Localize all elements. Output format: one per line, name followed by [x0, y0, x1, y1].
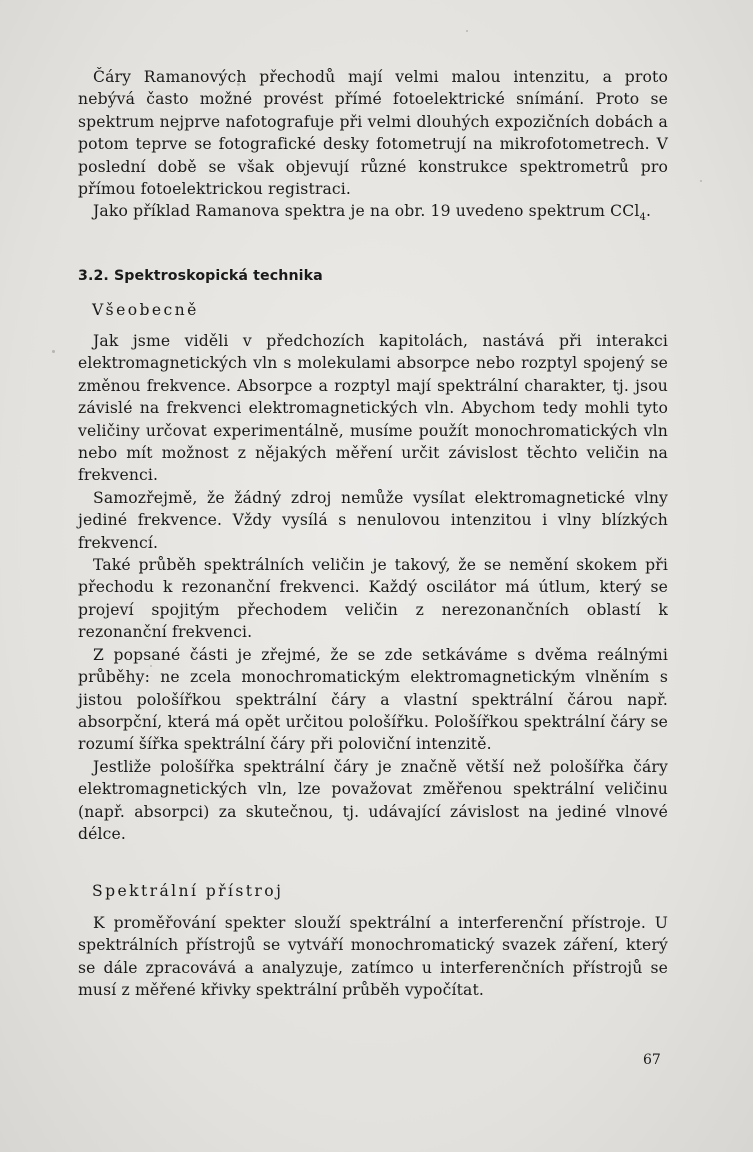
general-paragraph-2: Samozřejmě, že žádný zdroj nemůže vysílat elektromagnetické vlny jediné frekvence. Vždy vysílá s nenulovou intenzitou i vlny blízkých frekvencí. — [78, 488, 668, 552]
formula-subscript: 4 — [639, 212, 647, 224]
section-heading: 3.2. Spektroskopická technika — [78, 268, 323, 284]
instrument-heading: Spektrální přístroj — [92, 882, 284, 900]
example-text: Jako příklad Ramanova spektra je na obr. 19 uvedeno spektrum CCl — [93, 202, 640, 221]
general-heading: Všeobecně — [92, 301, 199, 319]
scan-speck — [466, 30, 468, 32]
example-end: . — [646, 202, 652, 221]
scan-speck — [52, 350, 55, 353]
intro-section — [78, 66, 668, 230]
general-paragraph-5: Jestliže pološířka spektrální čáry je značně větší než pološířka čáry elektromagnetických vln, lze považovat změřenou spektrální veličinu (např. absorpci) za skutečnou, tj. udávající závislost na jediné vlnové délce. — [78, 757, 668, 843]
page-number: 67 — [643, 1052, 661, 1068]
scan-speck — [700, 180, 702, 182]
intro-paragraph: Čáry Ramanových přechodů mají velmi malou intenzitu, a proto nebývá často možné provést přímé fotoelektrické snímání. Proto se spektrum nejprve nafotografuje při velmi dlouhých expozičních dobách a potom teprve se fotografické desky fotometrují na mikrofotometrech. V poslední době se však objevují různé konstrukce spektrometrů pro přímou fotoelektrickou registraci. — [78, 68, 668, 199]
instrument-section — [78, 912, 668, 1002]
general-paragraph-1: Jak jsme viděli v předchozích kapitolách, nastává při interakci elektromagnetických vln s molekulami absorpce nebo rozptyl spojený se změnou frekvence. Absorpce a rozptyl mají spektrální charakter, tj. jsou závislé na frekvenci elektromagnetických vln. Abychom tedy mohli tyto veličiny určovat experimentálně, musíme použít monochromatických vln nebo mít možnost z nějakých měření určit závislost těchto veličin na frekvenci. — [78, 332, 668, 485]
general-paragraph-4: Z popsané části je zřejmé, že se zde setkáváme s dvěma reálnými průběhy: ne zcela monochromatickým elektromagnetickým vlněním s jistou pološířkou spektrální čáry a vlastní spektrální čárou např. absorpční, která má opět určitou pološířku. Pološířkou spektrální čáry se rozumí šířka spektrální čáry při poloviční intenzitě. — [78, 645, 668, 754]
general-paragraph-3: Také průběh spektrálních veličin je takový, že se nemění skokem při přechodu k rezonanční frekvenci. Každý oscilátor má útlum, který se projeví spojitým přechodem veličin z nerezonančních oblastí k rezonanční frekvenci. — [78, 556, 668, 642]
example-paragraph — [78, 200, 668, 230]
instrument-paragraph: K proměřování spekter slouží spektrální a interferenční přístroje. U spektrálních přístrojů se vytváří monochromatický svazek záření, který se dále zpracovává a analyzuje, zatímco u interferenčních přístrojů se musí z měřené křivky spektrální průběh vypočítat. — [78, 914, 668, 1000]
general-section — [78, 330, 668, 845]
